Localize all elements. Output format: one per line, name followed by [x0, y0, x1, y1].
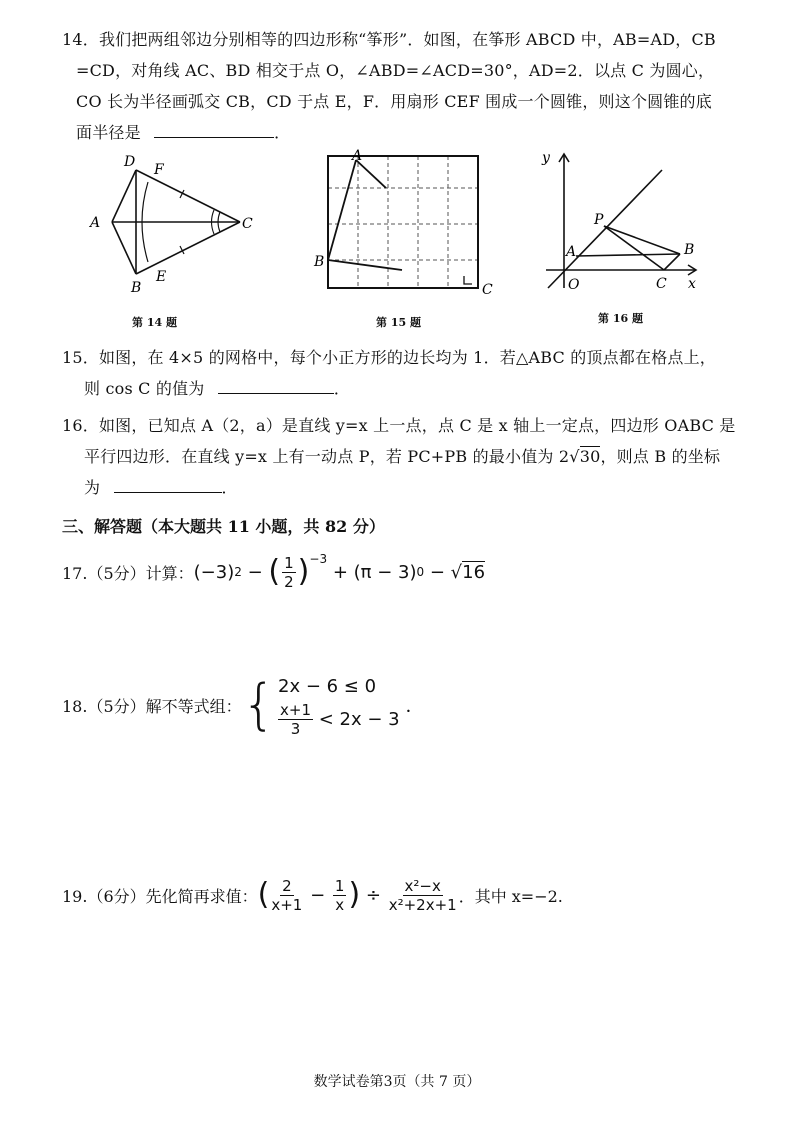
label-e: E [156, 269, 167, 285]
q17-radicand: 16 [462, 562, 486, 583]
label-b: B [314, 254, 325, 270]
question-14 [62, 24, 762, 148]
label-b: B [131, 280, 142, 296]
q16-line-2b: ，则点 B 的坐标 [600, 447, 721, 466]
q14-line-3: CO 长为半径画弧交 CB，CD 于点 E，F．用扇形 CEF 围成一个圆锥，则这个圆锥的底 [76, 92, 712, 111]
q19-fraction-2 [333, 877, 347, 914]
q19-f2-den: x [335, 895, 345, 914]
section-3-title: 三、解答题（本大题共 11 小题，共 82 分） [62, 517, 385, 536]
q17-half-den: 2 [284, 572, 294, 591]
kite-side-dc [136, 170, 240, 222]
q16-sqrt-coef: 2 [558, 447, 570, 466]
label-x: x [688, 276, 696, 292]
q14-line-2: =CD，对角线 AC、BD 相交于点 O，∠ABD=∠ACD=30°，AD=2．以点 C 为圆心， [76, 61, 715, 80]
system-brace: { [241, 673, 276, 736]
q18-inequality-2 [278, 701, 400, 738]
q18-inequality-1: 2x − 6 ≤ 0 [278, 675, 377, 697]
triangle-side-bc [328, 260, 402, 270]
q15-answer-blank[interactable] [218, 375, 334, 394]
q19-fraction-3 [389, 877, 457, 914]
label-a: A [352, 148, 363, 164]
q18-frac-den: 3 [290, 719, 301, 738]
right-paren: ) [348, 877, 361, 912]
figure-14-caption: 第 14 题 [132, 316, 177, 329]
q18-label: 18.（5分）解不等式组： [62, 696, 242, 716]
q16-line-3 [84, 472, 762, 503]
q19-fraction-1 [271, 877, 302, 914]
label-b: B [684, 242, 695, 258]
q14-answer-blank[interactable] [154, 119, 274, 138]
page-footer: 数学试卷第3页（共 7 页） [313, 1074, 481, 1090]
question-17 [62, 552, 485, 592]
triangle-side-ac [356, 160, 386, 188]
q19-f3-den: x²+2x+1 [388, 895, 457, 914]
q19-divide: ÷ [360, 884, 387, 906]
q19-minus: − [304, 884, 331, 906]
kite-side-ab [112, 222, 136, 274]
segment-ab [576, 254, 680, 256]
figure-15-caption: 第 15 题 [376, 316, 421, 329]
inequality-system [278, 673, 400, 738]
q15-end: ． [333, 379, 351, 398]
q17-minus: − [241, 561, 269, 583]
q17-half-num: 1 [284, 553, 294, 572]
q16-line-1: 16．如图，已知点 A（2，a）是直线 y=x 上一点，点 C 是 x 轴上一定点，四边形 OABC 是 [62, 416, 736, 435]
left-paren: ( [257, 877, 270, 912]
figure-15-grid [312, 146, 498, 300]
q14-line-4 [76, 117, 762, 148]
right-paren: ) [297, 554, 310, 589]
q19-f1-den: x+1 [271, 895, 303, 914]
q17-term-d: − [424, 561, 451, 583]
sqrt-symbol: √ [569, 447, 580, 466]
triangle-side-ab [328, 160, 356, 260]
q15-line-2 [84, 373, 762, 404]
q16-line-2 [84, 441, 762, 472]
figure-14-kite [84, 150, 264, 300]
label-y: y [542, 150, 550, 166]
sqrt-symbol: √ [450, 561, 463, 583]
q19-tail: ．其中 x=−2. [458, 886, 563, 906]
q18-inequality-2-rest: < 2x − 3 [313, 708, 400, 730]
kite-side-ad [112, 170, 136, 222]
q17-fraction-half [282, 554, 296, 591]
q15-line-1: 15．如图，在 4×5 的网格中，每个小正方形的边长均为 1．若△ABC 的顶点都在格点上， [62, 348, 717, 367]
q19-f1-num: 2 [282, 876, 292, 895]
q17-exp-a: 2 [234, 565, 242, 579]
label-p: P [594, 212, 604, 228]
label-c: C [656, 276, 667, 292]
grid-border [328, 156, 478, 288]
label-c: C [242, 216, 253, 232]
right-angle-mark [464, 276, 472, 284]
q16-answer-blank[interactable] [114, 474, 222, 493]
question-15 [62, 342, 762, 404]
q16-line-2a: 平行四边形．在直线 y=x 上有一动点 P，若 PC+PB 的最小值为 [84, 447, 559, 466]
question-16 [62, 410, 762, 503]
label-f: F [154, 162, 164, 178]
q17-term-a: (−3) [193, 561, 235, 583]
label-c: C [482, 282, 493, 298]
q17-exp-b: −3 [309, 552, 328, 566]
question-19 [62, 870, 563, 920]
q18-fraction [278, 701, 313, 738]
q16-end: ． [221, 478, 238, 497]
q14-line-1: 14．我们把两组邻边分别相等的四边形称“筝形”．如图，在筝形 ABCD 中，AB=AD，CB [62, 30, 716, 49]
q18-end: ． [405, 696, 424, 717]
figure-16-coordinate-plane [536, 146, 716, 296]
label-o: O [568, 277, 580, 293]
q17-label: 17.（5分）计算： [62, 563, 194, 583]
q15-line-2-text: 则 cos C 的值为 [84, 379, 205, 398]
label-a: A [566, 244, 577, 260]
q18-frac-num: x+1 [280, 700, 311, 719]
figure-16-caption: 第 16 题 [598, 312, 643, 325]
q19-f3-num: x²−x [404, 876, 441, 895]
q16-sqrt-radicand: 30 [579, 447, 601, 466]
left-paren: ( [268, 554, 281, 589]
label-a: A [90, 215, 101, 231]
kite-side-bc [136, 222, 240, 274]
segment-pb [604, 226, 680, 254]
q17-exp-c: 0 [416, 565, 425, 579]
label-d: D [124, 154, 136, 170]
segment-bc [664, 254, 680, 270]
q16-line-3-text: 为 [84, 478, 101, 497]
q19-label: 19.（6分）先化简再求值： [62, 886, 258, 906]
q14-end: ． [274, 123, 291, 142]
q14-line-4-text: 面半径是 [76, 123, 141, 142]
q17-term-c: + (π − 3) [327, 561, 417, 583]
q19-f2-num: 1 [334, 876, 345, 895]
question-18 [62, 670, 424, 740]
segment-pc [604, 226, 664, 270]
